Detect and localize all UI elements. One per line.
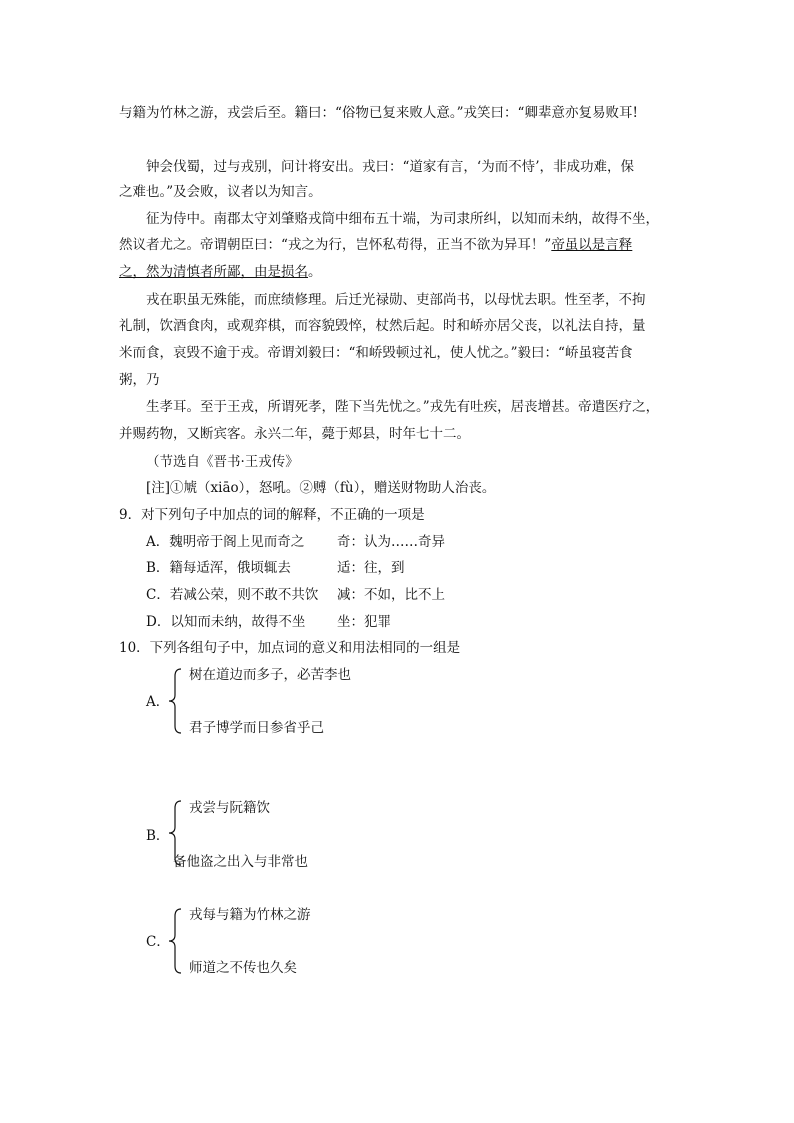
passage-line: [119, 262, 322, 282]
footnote: [注]①虓（xiāo），怒吼。②赙（fù），赠送财物助人治丧。: [146, 480, 496, 496]
q9-option-b: B．籍每适浑，俄顷辄去: [146, 560, 291, 576]
underlined-sentence: 帝虽以是言释: [551, 237, 633, 253]
q9-option-d: D．以知而未纳，故得不坐: [146, 614, 306, 630]
q10-group-b-label: B．: [146, 828, 170, 844]
left-brace-icon: [168, 668, 184, 734]
q10-group-c-bottom: 师道之不传也久矣: [189, 960, 297, 976]
passage-line: 粥，乃: [119, 372, 160, 388]
passage-text: 然议者尤之。帝谓朝臣曰：“戎之为行，岂怀私苟得，正当不欲为异耳！”: [119, 237, 552, 253]
q9-option-d-gloss: 坐：犯罪: [337, 614, 391, 630]
source-citation: （节选自《晋书·王戎传》: [146, 454, 299, 470]
q10-group-a-bottom: 君子博学而日参省乎己: [189, 720, 324, 736]
passage-line: 生孝耳。至于王戎，所谓死孝，陛下当先忧之。”戎先有吐疾，居丧增甚。帝遣医疗之，: [146, 399, 660, 415]
q9-option-b-gloss: 适：往，到: [337, 560, 405, 576]
passage-line: 米而食，哀毁不逾于戎。帝谓刘毅曰：“和峤毁顿过礼，使人忧之。”毅曰：“峤虽寝苦食: [119, 345, 633, 361]
passage-line: 征为侍中。南郡太守刘肇赂戎筒中细布五十端，为司隶所纠，以知而未纳，故得不坐，: [146, 211, 659, 227]
q10-group-b-bottom: 备他盗之出入与非常也: [173, 854, 308, 870]
q10-group-a-top: 树在道边而多子，必苦李也: [189, 667, 351, 683]
passage-line: 钟会伐蜀，过与戎别，问计将安出。戎曰：“道家有言，‘为而不恃’，非成功难，保: [146, 159, 634, 175]
q9-option-c: C．若减公荣，则不敢不共饮: [146, 587, 319, 603]
question-9-stem: 9．对下列句子中加点的词的解释，不正确的一项是: [119, 507, 425, 523]
passage-line: 并赐药物，又断宾客。永兴二年，薨于郏县，时年七十二。: [119, 426, 470, 442]
q10-group-c-top: 戎每与籍为竹林之游: [189, 907, 311, 923]
passage-line: 与籍为竹林之游，戎尝后至。籍曰：“俗物已复来败人意。”戎笑曰：“卿辈意亦复易败耳!: [119, 105, 638, 121]
underlined-sentence: 之，然为清慎者所鄙，由是损名: [119, 264, 308, 280]
q9-option-a: A．魏明帝于阁上见而奇之: [146, 534, 305, 550]
passage-line: 之难也。”及会败，议者以为知言。: [119, 184, 322, 200]
left-brace-icon: [168, 908, 184, 974]
q10-group-b-top: 戎尝与阮籍饮: [189, 800, 270, 816]
q10-group-c-label: C．: [146, 934, 170, 950]
passage-text: 。: [308, 264, 322, 280]
q9-option-a-gloss: 奇：认为……奇异: [337, 534, 445, 550]
q10-group-a-label: A．: [146, 694, 170, 710]
question-10-stem: 10．下列各组句子中，加点词的意义和用法相同的一组是: [119, 640, 461, 656]
passage-line: 戎在职虽无殊能，而庶绩修理。后迁光禄勋、吏部尚书，以母忧去职。性至孝，不拘: [146, 292, 646, 308]
passage-line: [119, 235, 632, 255]
passage-line: 礼制，饮酒食肉，或观弈棋，而容貌毁悴，杖然后起。时和峤亦居父丧，以礼法自持，量: [119, 318, 646, 334]
q9-option-c-gloss: 减：不如，比不上: [337, 587, 445, 603]
